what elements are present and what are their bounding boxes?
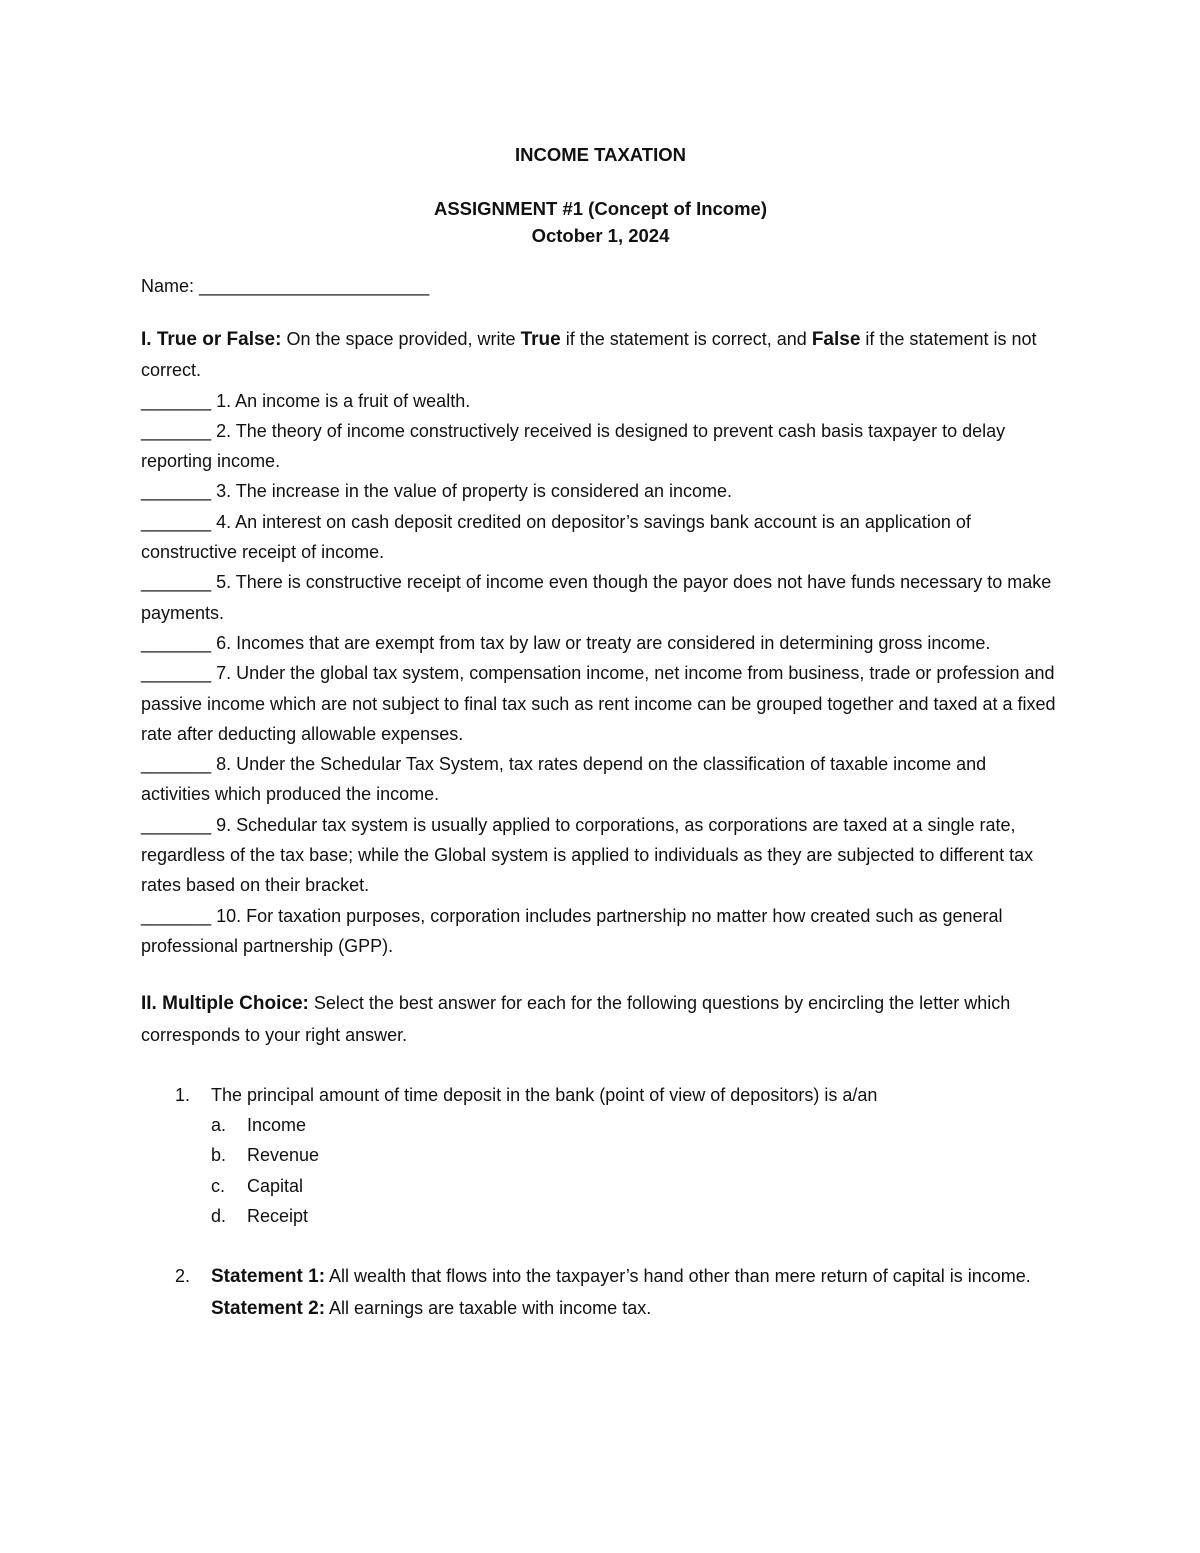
- answer-blank: _______: [141, 814, 217, 835]
- section-1-heading: I. True or False:: [141, 329, 282, 350]
- answer-blank: _______: [141, 390, 217, 411]
- tf-statement: 1. An income is a fruit of wealth.: [216, 390, 471, 411]
- answer-blank: _______: [141, 481, 217, 502]
- instruction-text: On the space provided, write: [281, 329, 521, 349]
- answer-blank: _______: [141, 632, 217, 653]
- tf-statement: 2. The theory of income constructively received is designed to prevent cash basis taxpayer to delay reporting income.: [141, 420, 1006, 472]
- tf-item-5: [141, 567, 1060, 628]
- option-b: [211, 1140, 1060, 1170]
- statement-1: [211, 1261, 1060, 1292]
- tf-statement: 5. There is constructive receipt of income even though the payor does not have funds necessary to make payments.: [141, 572, 1052, 623]
- statement-1-label: Statement 1:: [211, 1266, 326, 1288]
- option-text: Income: [247, 1115, 307, 1136]
- tf-item-2: [141, 416, 1060, 477]
- name-blank: _______________________: [199, 276, 430, 296]
- option-text: Receipt: [247, 1206, 309, 1227]
- tf-statement: 8. Under the Schedular Tax System, tax rates depend on the classification of taxable income and activities which produced the income.: [141, 754, 987, 805]
- option-letter: d.: [211, 1206, 227, 1227]
- name-field: [141, 273, 1060, 300]
- statement-2-text: All earnings are taxable with income tax.: [325, 1297, 652, 1318]
- section-1-instructions: [141, 324, 1060, 386]
- false-word: False: [811, 329, 861, 350]
- document-title: INCOME TAXATION: [515, 144, 686, 165]
- multiple-choice-list: [141, 1080, 1060, 1324]
- statement-2: [211, 1293, 1060, 1324]
- instruction-text: if the statement is correct, and: [560, 329, 812, 349]
- option-d: [211, 1201, 1060, 1231]
- tf-statement: 9. Schedular tax system is usually applied to corporations, as corporations are taxed at a single rate, regardless of the tax base; while the Global system is applied to individuals as they are subjected to different tax rates based on their bracket.: [141, 814, 1034, 896]
- tf-statement: 7. Under the global tax system, compensation income, net income from business, trade or profession and passive income which are not subject to final tax such as rent income can be grouped together and taxed at a fixed rate after deducting allowable expenses.: [141, 663, 1056, 744]
- tf-statement: 3. The increase in the value of property is considered an income.: [216, 481, 733, 502]
- tf-item-7: [141, 658, 1060, 749]
- answer-blank: _______: [141, 905, 217, 926]
- option-text: Revenue: [247, 1145, 320, 1166]
- tf-statement: 4. An interest on cash deposit credited on depositor’s savings bank account is an application of constructive receipt of income.: [141, 511, 971, 563]
- tf-statement: 10. For taxation purposes, corporation includes partnership no matter how created such as general professional partnership (GPP).: [141, 905, 1003, 956]
- mc-question-1: [141, 1080, 1060, 1231]
- statement-2-label: Statement 2:: [211, 1297, 326, 1319]
- answer-blank: _______: [141, 754, 217, 775]
- assignment-title: ASSIGNMENT #1 (Concept of Income): [433, 198, 768, 219]
- section-2-heading: II. Multiple Choice:: [141, 993, 309, 1015]
- question-number: 2.: [175, 1266, 191, 1287]
- answer-blank: _______: [141, 572, 217, 593]
- question-number: 1.: [175, 1084, 191, 1105]
- instruction-text: if the statement is not correct.: [141, 329, 1037, 381]
- answer-blank: _______: [141, 420, 217, 441]
- answer-blank: _______: [141, 511, 217, 532]
- option-letter: a.: [211, 1115, 227, 1136]
- tf-item-9: [141, 810, 1060, 901]
- statement-1-text: All wealth that flows into the taxpayer’s hand other than mere return of capital is income.: [325, 1266, 1031, 1287]
- tf-statement: 6. Incomes that are exempt from tax by law or treaty are considered in determining gross income.: [216, 632, 991, 653]
- option-c: [211, 1171, 1060, 1201]
- tf-item-6: [141, 628, 1060, 658]
- name-label: Name:: [141, 276, 200, 296]
- mc-question-2: [141, 1261, 1060, 1324]
- assignment-date: October 1, 2024: [531, 225, 670, 246]
- tf-item-8: [141, 749, 1060, 810]
- answer-blank: _______: [141, 663, 217, 684]
- tf-item-3: [141, 476, 1060, 506]
- true-word: True: [520, 329, 561, 350]
- option-a: [211, 1110, 1060, 1140]
- tf-item-1: [141, 386, 1060, 416]
- question-text: The principal amount of time deposit in the bank (point of view of depositors) is a/an: [211, 1084, 878, 1105]
- instruction-text: Select the best answer for each for the following questions by encircling the letter which corresponds to your right answer.: [141, 993, 1011, 1045]
- tf-item-4: [141, 507, 1060, 568]
- option-letter: c.: [211, 1175, 226, 1196]
- section-2-instructions: [141, 988, 1060, 1050]
- option-text: Capital: [247, 1175, 304, 1196]
- tf-item-10: [141, 901, 1060, 962]
- option-letter: b.: [211, 1145, 227, 1166]
